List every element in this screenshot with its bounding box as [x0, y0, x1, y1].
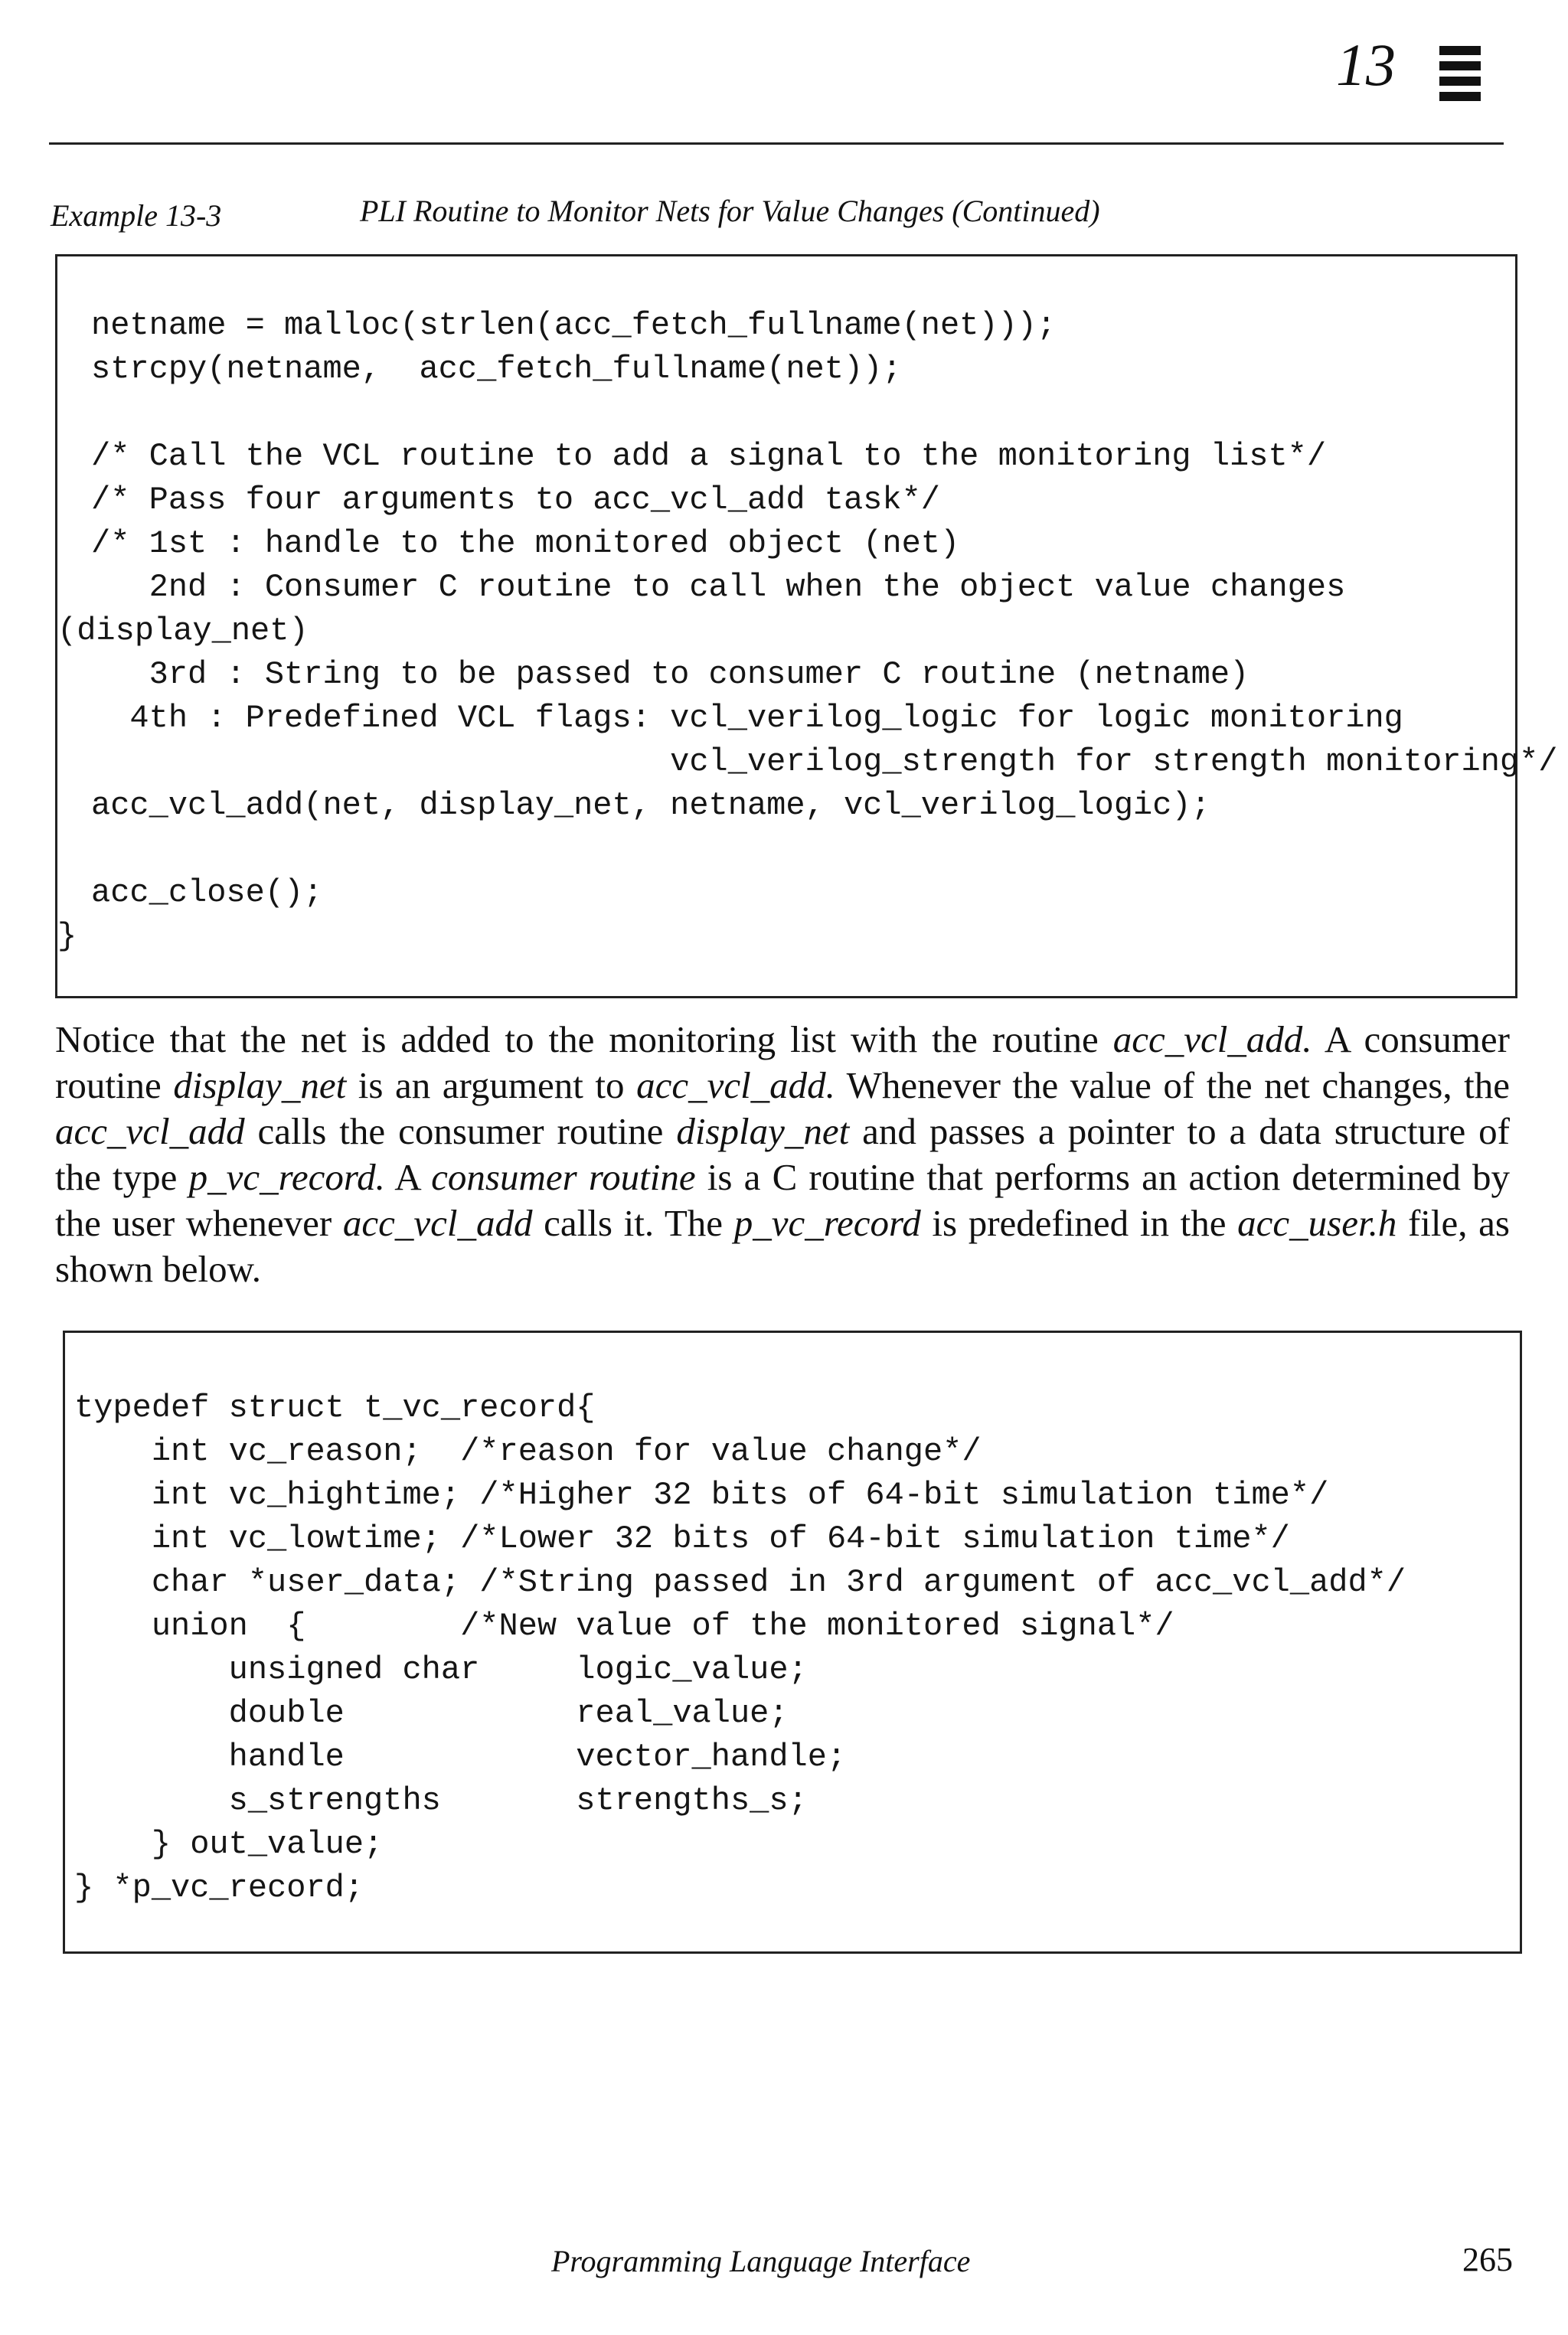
code-line: /* 1st : handle to the monitored object (net)	[91, 525, 960, 562]
code-line: int vc_lowtime; /*Lower 32 bits of 64-bit simulation time*/	[74, 1520, 1290, 1557]
footer-title: Programming Language Interface	[551, 2244, 971, 2278]
text-run-italic: acc_vcl_add.	[636, 1064, 835, 1106]
text-run: A consumer routine	[55, 1018, 1511, 1106]
text-run: calls it. The	[532, 1202, 734, 1244]
code-line: int vc_reason; /*reason for value change*/	[74, 1433, 982, 1470]
text-run: Whenever the value of the net changes, the	[835, 1064, 1511, 1106]
text-run-italic: acc_vcl_add	[55, 1110, 245, 1152]
text-run-italic: consumer routine	[431, 1156, 696, 1198]
code-line: unsigned char logic_value;	[74, 1651, 808, 1688]
code-line: netname = malloc(strlen(acc_fetch_fullname(net)));	[91, 307, 1057, 344]
code-line: 2nd : Consumer C routine to call when the object value changes	[91, 569, 1346, 606]
chapter-marker-icon	[1439, 46, 1481, 116]
text-run-italic: acc_user.h	[1237, 1202, 1397, 1244]
code-line: 4th : Predefined VCL flags: vcl_verilog_logic for logic monitoring	[91, 700, 1403, 736]
code-listing	[57, 304, 1558, 958]
code-line: /* Call the VCL routine to add a signal to the monitoring list*/	[91, 438, 1327, 475]
text-run: A	[384, 1156, 432, 1198]
code-line: handle vector_handle;	[74, 1739, 847, 1775]
text-run-italic: p_vc_record	[733, 1202, 921, 1244]
chapter-number: 13	[1336, 31, 1396, 98]
text-run-italic: display_net	[173, 1064, 347, 1106]
code-line: } out_value;	[74, 1826, 384, 1863]
code-line: vcl_verilog_strength for strength monitoring*/	[91, 743, 1558, 780]
text-run-italic: display_net	[676, 1110, 850, 1152]
code-line: s_strengths strengths_s;	[74, 1782, 808, 1819]
example-label: Example 13-3	[51, 198, 222, 233]
code-line: /* Pass four arguments to acc_vcl_add task*/	[91, 482, 940, 518]
page-number: 265	[1462, 2241, 1513, 2278]
struct-listing	[74, 1386, 1406, 1910]
body-paragraph	[55, 1017, 1510, 1292]
code-line: (display_net)	[57, 612, 309, 649]
text-run-italic: acc_vcl_add	[342, 1202, 533, 1244]
text-run: Notice that the net is added to the monitoring list with the routine	[55, 1018, 1113, 1060]
text-run: file, as shown below.	[55, 1202, 1510, 1290]
code-line: 3rd : String to be passed to consumer C routine (netname)	[91, 656, 1250, 693]
code-line: union { /*New value of the monitored signal*/	[74, 1608, 1174, 1644]
text-run: calls the consumer routine	[244, 1110, 677, 1152]
text-run-italic: p_vc_record.	[188, 1156, 385, 1198]
text-run: is a C routine that performs an action determined by the user whenever	[55, 1156, 1511, 1244]
code-box-struct	[63, 1331, 1522, 1954]
example-title: PLI Routine to Monitor Nets for Value Changes (Continued)	[360, 194, 1100, 228]
code-line: }	[57, 918, 77, 955]
code-line: int vc_hightime; /*Higher 32 bits of 64-bit simulation time*/	[74, 1477, 1329, 1514]
code-line: acc_vcl_add(net, display_net, netname, vcl_verilog_logic);	[91, 787, 1210, 824]
text-run: and passes a pointer to a data structure of the type	[55, 1110, 1510, 1198]
text-run-italic: acc_vcl_add.	[1112, 1018, 1312, 1060]
header-rule	[49, 142, 1504, 145]
code-line: typedef struct t_vc_record{	[74, 1390, 596, 1426]
text-run: is predefined in the	[920, 1202, 1238, 1244]
code-line: strcpy(netname, acc_fetch_fullname(net));	[91, 351, 902, 387]
code-line: acc_close();	[91, 874, 323, 911]
text-run: is an argument to	[346, 1064, 637, 1106]
code-line: } *p_vc_record;	[74, 1870, 364, 1906]
code-line: char *user_data; /*String passed in 3rd argument of acc_vcl_add*/	[74, 1564, 1406, 1601]
code-line: double real_value;	[74, 1695, 789, 1732]
code-box-example	[55, 254, 1558, 998]
